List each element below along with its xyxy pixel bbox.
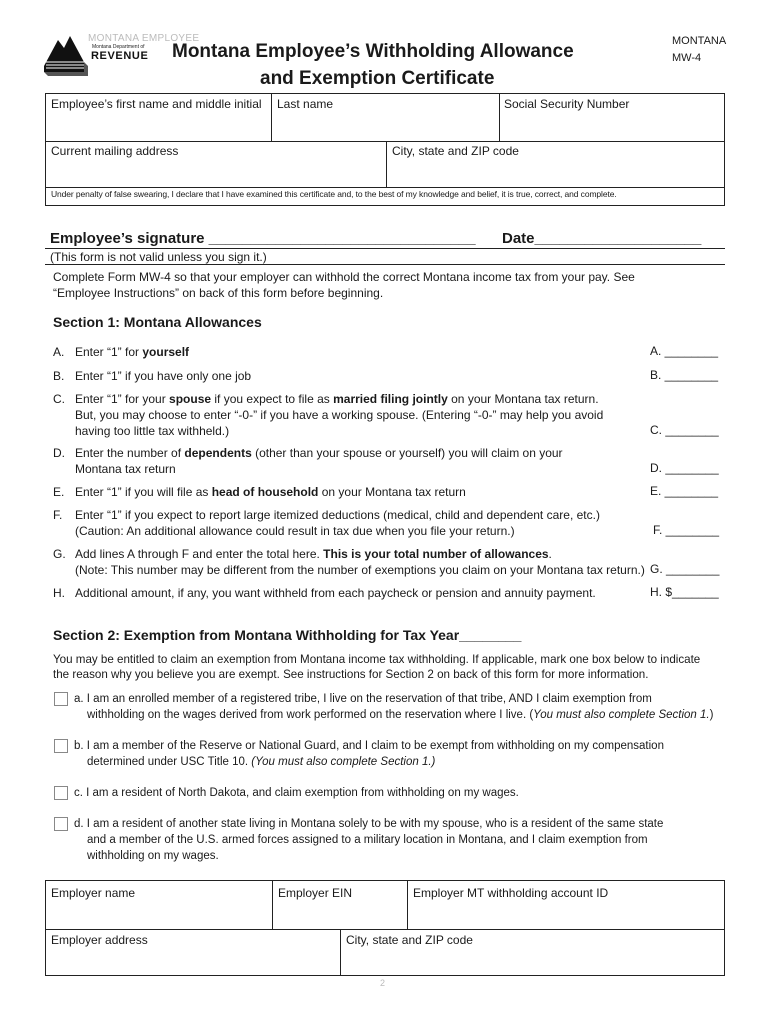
exemption-option-text: c. I am a resident of North Dakota, and claim exemption from withholding on my wages.: [74, 787, 519, 799]
section1-item-text: (Note: This number may be different from the number of exemptions you claim on your Montana tax return.): [75, 563, 645, 577]
exemption-option-text: d. I am a resident of another state living in Montana solely to be with my spouse, who is a resident of the same state: [74, 818, 664, 830]
intro-line-1: Complete Form MW-4 so that your employer can withhold the correct Montana income tax from your pay. See: [53, 270, 635, 284]
section1-item-text: Enter “1” for your spouse if you expect to file as married filing jointly on your Montana tax return.: [75, 392, 599, 406]
employer-info-box: [45, 880, 725, 976]
section1-item-letter: G.: [53, 547, 66, 561]
section1-answer-field[interactable]: A. ________: [650, 344, 719, 358]
section1-answer-field[interactable]: G. ________: [650, 562, 720, 576]
ssn-field[interactable]: Social Security Number: [504, 97, 630, 111]
divider: [340, 929, 341, 976]
section1-item-text: But, you may choose to enter “-0-” if you have a working spouse. (Entering “-0-” may help you avoid: [75, 408, 604, 422]
divider: [45, 187, 725, 188]
divider: [499, 93, 500, 141]
form-title-line2: and Exemption Certificate: [260, 68, 495, 89]
section1-item-text: Enter “1” for yourself: [75, 345, 190, 359]
exemption-option-text: and a member of the U.S. armed forces assigned to a military location in Montana, and I claim exemption from: [87, 834, 648, 846]
exemption-checkbox[interactable]: [54, 739, 68, 753]
section1-item-text: Montana tax return: [75, 462, 176, 476]
section1-item-letter: C.: [53, 392, 65, 406]
divider: [45, 141, 725, 142]
section1-item-text: Enter “1” if you will file as head of household on your Montana tax return: [75, 485, 466, 499]
section2-title: Section 2: Exemption from Montana Withholding for Tax Year________: [53, 627, 522, 643]
city-state-zip-field[interactable]: City, state and ZIP code: [392, 144, 519, 158]
section1-item-text: (Caution: An additional allowance could result in tax due when you file your return.): [75, 524, 515, 538]
section1-item-text: having too little tax withheld.): [75, 424, 230, 438]
signature-date-field[interactable]: Date____________________: [502, 230, 702, 247]
section1-answer-field[interactable]: D. ________: [650, 461, 719, 475]
divider: [386, 141, 387, 187]
section1-answer-field[interactable]: H. $_______: [650, 585, 719, 599]
form-state: MONTANA: [672, 35, 727, 47]
section1-item-letter: B.: [53, 369, 65, 383]
employee-signature-field[interactable]: Employee’s signature ________________________________: [50, 230, 476, 247]
employer-name-field[interactable]: Employer name: [51, 886, 136, 900]
section1-item-letter: E.: [53, 485, 65, 499]
section1-item-text: Enter “1” if you have only one job: [75, 369, 252, 383]
divider: [45, 264, 725, 265]
divider: [271, 93, 272, 141]
last-name-field[interactable]: Last name: [277, 97, 334, 111]
section1-item-text: Enter “1” if you expect to report large itemized deductions (medical, child and dependent care, etc.): [75, 508, 600, 522]
section1-item-letter: H.: [53, 586, 65, 600]
section1-answer-field[interactable]: F. ________: [653, 523, 720, 537]
exemption-checkbox[interactable]: [54, 817, 68, 831]
employer-account-id-field[interactable]: Employer MT withholding account ID: [413, 886, 609, 900]
exemption-checkbox[interactable]: [54, 786, 68, 800]
form-number: MW-4: [672, 52, 702, 64]
section1-answer-field[interactable]: C. ________: [650, 423, 719, 437]
page-number: 2: [380, 978, 386, 988]
section2-intro-line-2: the reason why you believe you are exempt. See instructions for Section 2 on back of this form for more information.: [53, 668, 649, 681]
employer-city-state-zip-field[interactable]: City, state and ZIP code: [346, 933, 473, 947]
section1-answer-field[interactable]: B. ________: [650, 368, 719, 382]
exemption-option-text: withholding on my wages.: [87, 850, 219, 862]
penalty-statement: Under penalty of false swearing, I declare that I have examined this certificate and, to the best of my knowledge and belief, it is true, correct, and complete.: [51, 189, 617, 199]
first-name-field[interactable]: Employee’s first name and middle initial: [51, 97, 262, 111]
section1-item-letter: D.: [53, 446, 65, 460]
divider: [45, 929, 725, 930]
signature-note: (This form is not valid unless you sign it.): [50, 250, 267, 264]
divider: [407, 880, 408, 929]
form-title-line1: Montana Employee’s Withholding Allowance: [172, 41, 574, 62]
mailing-address-field[interactable]: Current mailing address: [51, 144, 179, 158]
divider: [272, 880, 273, 929]
exemption-option-text: a. I am an enrolled member of a registered tribe, I live on the reservation of that tribe, AND I claim exemption from: [74, 693, 652, 705]
section1-item-text: Add lines A through F and enter the total here. This is your total number of allowances.: [75, 547, 552, 561]
section1-item-letter: A.: [53, 345, 65, 359]
section1-item-text: Enter the number of dependents (other than your spouse or yourself) you will claim on your: [75, 446, 563, 460]
exemption-option-text: b. I am a member of the Reserve or National Guard, and I claim to be exempt from withholding on my compensation: [74, 740, 664, 752]
section2-intro-line-1: You may be entitled to claim an exemption from Montana income tax withholding. If applicable, mark one box below to indicate: [53, 653, 701, 666]
employer-ein-field[interactable]: Employer EIN: [278, 886, 353, 900]
exemption-option-text: withholding on the wages derived from work performed on the reservation where I live. (You must also complete Section 1.): [87, 709, 714, 721]
section1-title: Section 1: Montana Allowances: [53, 314, 262, 330]
exemption-checkbox[interactable]: [54, 692, 68, 706]
section1-item-text: Additional amount, if any, you want withheld from each paycheck or pension and annuity payment.: [75, 586, 596, 600]
intro-line-2: “Employee Instructions” on back of this form before beginning.: [53, 286, 384, 300]
section1-item-letter: F.: [53, 508, 63, 522]
logo-department-text: Montana Department of: [92, 44, 145, 50]
logo-ghost-text: MONTANA EMPLOYEE: [88, 33, 200, 44]
section1-answer-field[interactable]: E. ________: [650, 484, 719, 498]
exemption-option-text: determined under USC Title 10. (You must also complete Section 1.): [87, 756, 436, 768]
employer-address-field[interactable]: Employer address: [51, 933, 148, 947]
divider: [45, 248, 725, 249]
logo-revenue-text: REVENUE: [91, 50, 149, 62]
